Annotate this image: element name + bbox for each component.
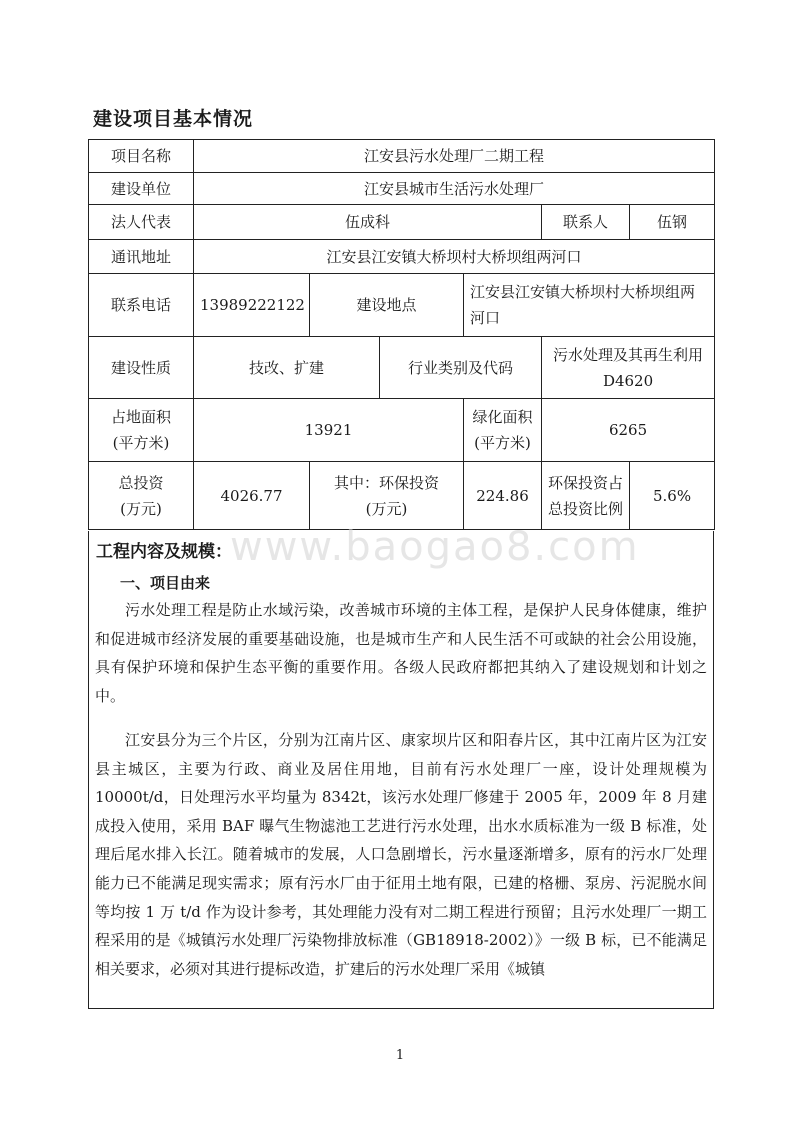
label-contact: 联系人 xyxy=(542,205,630,240)
label-total-investment: 总投资 (万元) xyxy=(89,462,194,530)
label-land-area: 占地面积 (平方米) xyxy=(89,399,194,462)
table-row xyxy=(89,399,715,462)
value-site: 江安县江安镇大桥坝村大桥坝组两河口 xyxy=(464,274,715,337)
section-title: 工程内容及规模： xyxy=(96,542,232,562)
value-project-name: 江安县污水处理厂二期工程 xyxy=(194,140,715,173)
table-row xyxy=(89,140,715,173)
label-address: 通讯地址 xyxy=(89,240,194,274)
label-legal-rep: 法人代表 xyxy=(89,205,194,240)
label-env-investment: 其中：环保投资 (万元) xyxy=(310,462,464,530)
project-content-section xyxy=(88,531,714,1009)
table-row xyxy=(89,274,715,337)
table-row xyxy=(89,240,715,274)
table-row xyxy=(89,462,715,530)
value-legal-rep: 伍成科 xyxy=(194,205,542,240)
label-phone: 联系电话 xyxy=(89,274,194,337)
table-row xyxy=(89,173,715,205)
label-env-ratio: 环保投资占 总投资比例 xyxy=(542,462,630,530)
label-project-name: 项目名称 xyxy=(89,140,194,173)
page-number: 1 xyxy=(395,1048,405,1063)
value-green-area: 6265 xyxy=(542,399,715,462)
value-land-area: 13921 xyxy=(194,399,464,462)
value-phone: 13989222122 xyxy=(194,274,310,337)
value-env-ratio: 5.6% xyxy=(630,462,715,530)
label-green-area: 绿化面积 (平方米) xyxy=(464,399,542,462)
value-construction-unit: 江安县城市生活污水处理厂 xyxy=(194,173,715,205)
paragraph: 江安县分为三个片区，分别为江南片区、康家坝片区和阳春片区，其中江南片区为江安县主城区，主要为行政、商业及居住用地，目前有污水处理厂一座，设计处理规模为 10000t/d，日处理污水平均量为 8342t，该污水处理厂修建于 2005 年，2009 年 8 月建成投入使用，采用 BAF 曝气生物滤池工艺进行污水处理，出水水质标准为一级 B 标准，处理后尾水排入长江。随着城市的发展，人口急剧增长，污水量逐渐增多，原有的污水厂处理能力已不能满足现实需求；原有污水厂由于征用土地有限，已建的格栅、泵房、污泥脱水间等均按 1 万 t/d 作为设计参考，其处理能力没有对二期工程进行预留；且污水处理厂一期工程采用的是《城镇污水处理厂污染物排放标准（GB18918-2002）》一级 B 标，已不能满足相关要求，必须对其进行提标改造，扩建后的污水处理厂采用《城镇 xyxy=(95,731,707,978)
page-title: 建设项目基本情况 xyxy=(93,108,254,130)
label-site: 建设地点 xyxy=(310,274,464,337)
table-row xyxy=(89,337,715,399)
label-construction-unit: 建设单位 xyxy=(89,173,194,205)
value-nature: 技改、扩建 xyxy=(194,337,380,399)
label-industry: 行业类别及代码 xyxy=(380,337,542,399)
watermark: www.baogao8.com xyxy=(230,524,640,570)
paragraph: 污水处理工程是防止水域污染，改善城市环境的主体工程，是保护人民身体健康，维护和促进城市经济发展的重要基础设施，也是城市生产和人民生活不可或缺的社会公用设施，具有保护环境和保护生态平衡的重要作用。各级人民政府都把其纳入了建设规划和计划之中。 xyxy=(95,601,707,705)
section-subheading: 一、项目由来 xyxy=(120,574,211,592)
table-row xyxy=(89,205,715,240)
label-nature: 建设性质 xyxy=(89,337,194,399)
value-contact: 伍钢 xyxy=(630,205,715,240)
value-total-investment: 4026.77 xyxy=(194,462,310,530)
basic-info-table xyxy=(88,139,715,530)
value-address: 江安县江安镇大桥坝村大桥坝组两河口 xyxy=(194,240,715,274)
value-env-investment: 224.86 xyxy=(464,462,542,530)
value-industry: 污水处理及其再生利用 D4620 xyxy=(542,337,715,399)
